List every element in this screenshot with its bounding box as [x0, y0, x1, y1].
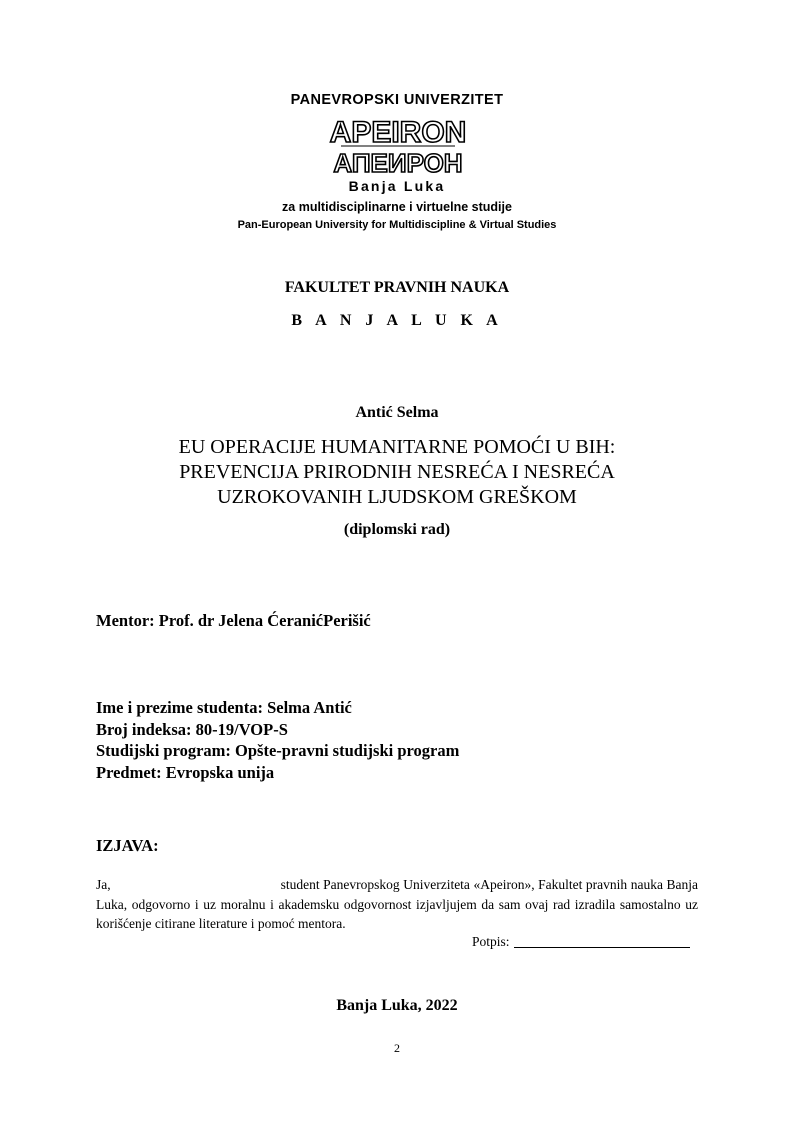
- page-number: 2: [394, 1041, 400, 1055]
- study-program-line: Studijski program: Opšte-pravni studijski program: [96, 741, 460, 760]
- signature-label: Potpis:: [472, 934, 510, 949]
- declaration-body: student Panevropskog Univerziteta «Apeiron», Fakultet pravnih nauka Banja Luka, odgovorno i uz moralnu i akademsku odgovornost izjavljujem da sam ovaj rad izradila samostalno uz korišćenje citirane literature i pomoć mentora.: [96, 877, 698, 931]
- tagline-english: Pan-European University for Multidiscipline & Virtual Studies: [237, 219, 557, 231]
- logo-text-top: APEIRON: [329, 116, 467, 149]
- declaration-prefix: Ja,: [96, 877, 111, 892]
- index-number-line: Broj indeksa: 80-19/VOP-S: [96, 719, 288, 739]
- logo-text-bottom: АПЕИРОН: [333, 148, 463, 178]
- signature-line: [514, 933, 690, 948]
- author-name: Antić Selma: [355, 404, 439, 421]
- student-info: [96, 697, 459, 783]
- thesis-title-line: PREVENCIJA PRIRODNIH NESREĆA I NESREĆA: [179, 461, 615, 483]
- tagline-local: za multidisciplinarne i virtuelne studije: [282, 200, 512, 214]
- faculty-name: FAKULTET PRAVNIH NAUKA: [284, 279, 510, 296]
- thesis-title: [0, 435, 794, 510]
- declaration-text: [96, 875, 698, 934]
- place-date: Banja Luka, 2022: [336, 997, 458, 1014]
- mentor-line: Mentor: Prof. dr Jelena ĆeranićPerišić: [96, 611, 371, 630]
- university-name: PANEVROPSKI UNIVERZITET: [290, 92, 504, 108]
- subject-line: Predmet: Evropska unija: [96, 762, 275, 782]
- thesis-title-line: UZROKOVANIH LJUDSKOM GREŠKOM: [217, 486, 577, 508]
- student-name-line: Ime i prezime studenta: Selma Antić: [96, 698, 352, 717]
- thesis-title-line: EU OPERACIJE HUMANITARNE POMOĆI U BIH:: [178, 436, 616, 458]
- logo-city: Banja Luka: [348, 178, 446, 194]
- declaration-heading: IZJAVA:: [96, 836, 159, 855]
- apeiron-logo: [329, 114, 467, 178]
- faculty-city: B A N J A L U K A: [291, 312, 503, 329]
- signature-row: [472, 933, 690, 950]
- thesis-type: (diplomski rad): [343, 521, 451, 538]
